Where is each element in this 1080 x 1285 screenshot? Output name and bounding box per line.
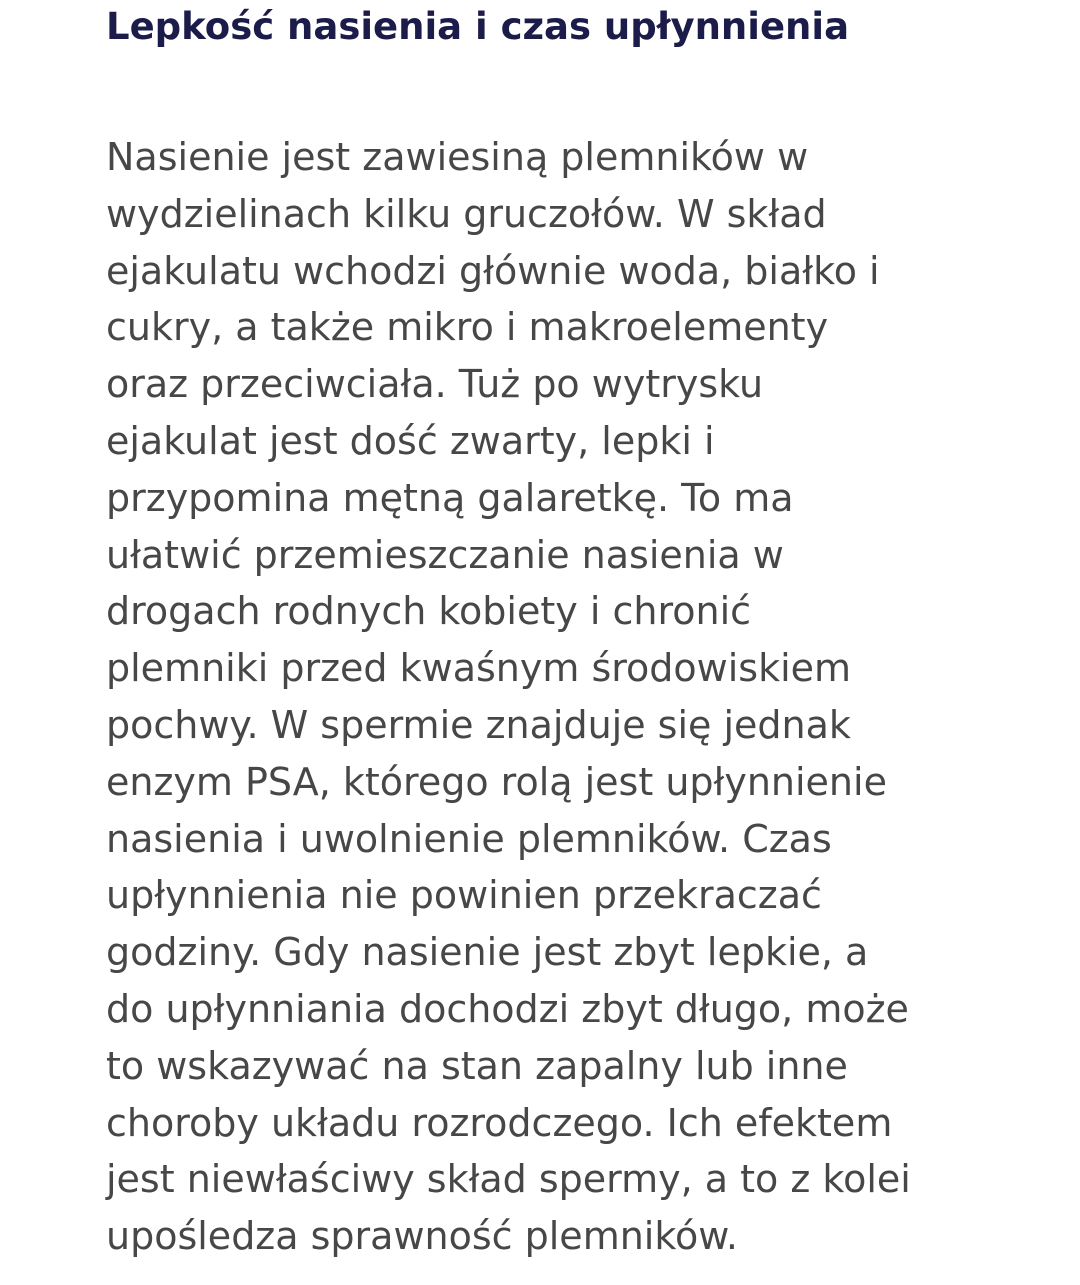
paragraph-line: nasienia i uwolnienie plemników. Czas: [106, 816, 832, 861]
paragraph-line: choroby układu rozrodczego. Ich efektem: [106, 1100, 893, 1145]
paragraph-line: do upłynniania dochodzi zbyt długo, może: [106, 986, 909, 1031]
paragraph-line: oraz przeciwciała. Tuż po wytrysku: [106, 362, 764, 407]
paragraph-line: jest niewłaściwy skład spermy, a to z kolei: [106, 1157, 911, 1202]
paragraph-line: Nasienie jest zawiesiną plemników w: [106, 135, 809, 179]
article-paragraph: [106, 129, 911, 1265]
paragraph-line: przypomina mętną galaretkę. To ma: [106, 475, 794, 520]
paragraph-line: ejakulat jest dość zwarty, lepki i: [106, 418, 715, 463]
paragraph-line: godziny. Gdy nasienie jest zbyt lepkie, a: [106, 930, 869, 975]
paragraph-line: wydzielinach kilku gruczołów. W skład: [106, 191, 827, 236]
paragraph-line: ejakulatu wchodzi głównie woda, białko i: [106, 248, 880, 293]
paragraph-line: ułatwić przemieszczanie nasienia w: [106, 532, 784, 577]
paragraph-line: enzym PSA, którego rolą jest upłynnienie: [106, 759, 887, 804]
paragraph-line: upłynnienia nie powinien przekraczać: [106, 873, 822, 918]
article-heading: Lepkość nasienia i czas upłynnienia: [106, 5, 850, 48]
paragraph-line: to wskazywać na stan zapalny lub inne: [106, 1043, 848, 1088]
paragraph-line: cukry, a także mikro i makroelementy: [106, 305, 829, 350]
paragraph-line: drogach rodnych kobiety i chronić: [106, 589, 752, 634]
paragraph-line: plemniki przed kwaśnym środowiskiem: [106, 646, 852, 691]
article: [106, 0, 1006, 1259]
paragraph-line: pochwy. W spermie znajduje się jednak: [106, 702, 851, 747]
paragraph-line: upośledza sprawność plemników.: [106, 1214, 738, 1259]
